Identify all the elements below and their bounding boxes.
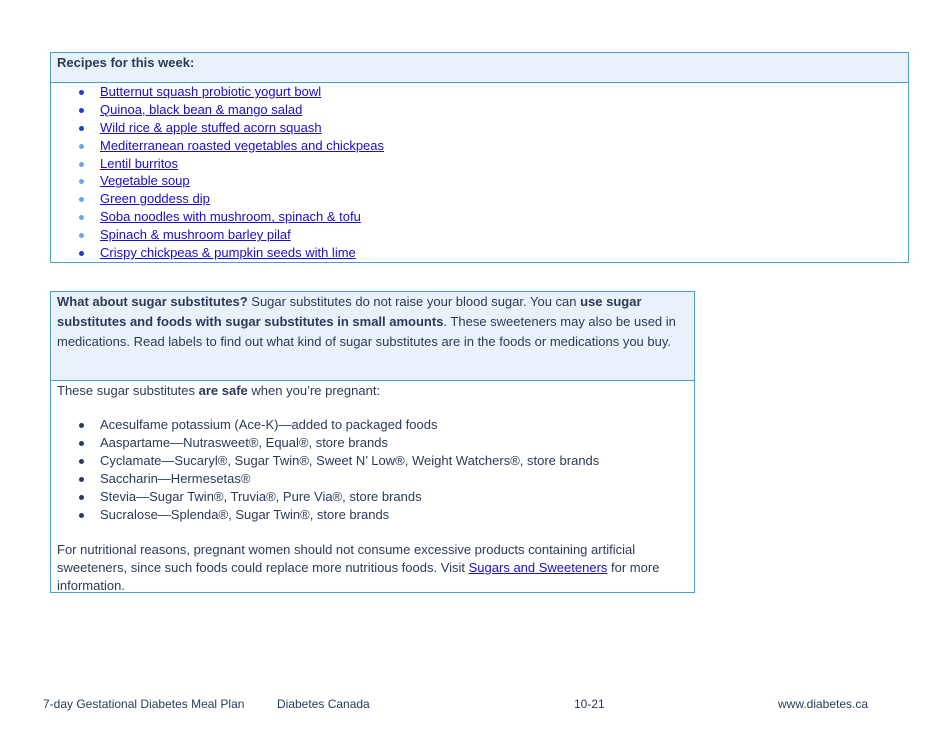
list-item xyxy=(79,101,384,119)
bullet-icon xyxy=(79,423,84,428)
recipes-heading: Recipes for this week: xyxy=(51,53,908,83)
recipe-link[interactable]: Butternut squash probiotic yogurt bowl xyxy=(100,84,322,99)
footer-doc-title: 7-day Gestational Diabetes Meal Plan xyxy=(43,697,245,711)
list-item xyxy=(79,506,688,524)
bullet-icon xyxy=(79,215,84,220)
bullet-icon xyxy=(79,179,84,184)
bullet-icon xyxy=(79,162,84,167)
sugar-substitutes-table xyxy=(50,291,695,593)
list-item xyxy=(79,83,384,101)
list-item xyxy=(79,119,384,137)
bullet-icon xyxy=(79,233,84,238)
list-item xyxy=(79,244,384,262)
bullet-icon xyxy=(79,441,84,446)
recipe-list xyxy=(79,83,384,262)
bullet-icon xyxy=(79,459,84,464)
bullet-icon xyxy=(79,197,84,202)
closing-text: For nutritional reasons, pregnant women should not consume excessive products containing artificial sweeteners, since such foods could replace more nutritious foods. Visit xyxy=(57,542,636,575)
closing-end: for more information. xyxy=(57,560,660,593)
safe-emphasis: are safe xyxy=(198,383,248,398)
list-item xyxy=(79,452,688,470)
bullet-icon xyxy=(79,251,84,256)
recipe-link[interactable]: Vegetable soup xyxy=(100,173,190,189)
bullet-icon xyxy=(79,513,84,518)
list-item xyxy=(79,416,688,434)
substitute-text: Stevia—Sugar Twin®, Truvia®, Pure Via®, store brands xyxy=(100,489,422,504)
recipe-link[interactable]: Spinach & mushroom barley pilaf xyxy=(100,227,291,243)
recipe-link[interactable]: Wild rice & apple stuffed acorn squash xyxy=(100,119,322,135)
list-item xyxy=(79,172,384,190)
bullet-icon xyxy=(79,495,84,500)
sugar-text-1: Sugar substitutes do not raise your blood sugar. You can xyxy=(247,294,581,309)
recipe-link[interactable]: Green goddess dip xyxy=(100,191,210,207)
footer-org: Diabetes Canada xyxy=(277,697,370,711)
sugar-substitutes-body xyxy=(51,382,694,595)
list-item xyxy=(79,137,384,155)
sugars-sweeteners-link[interactable]: Sugars and Sweeteners xyxy=(468,560,608,575)
footer-date: 10-21 xyxy=(574,697,605,711)
recipe-link[interactable]: Mediterranean roasted vegetables and chickpeas xyxy=(100,137,385,153)
bullet-icon xyxy=(79,108,84,113)
substitute-list xyxy=(57,416,688,524)
substitute-text: Acesulfame potassium (Ace-K)—added to packaged foods xyxy=(100,417,438,432)
list-item xyxy=(79,190,384,208)
sugar-substitutes-heading xyxy=(51,292,694,381)
list-item xyxy=(79,208,384,226)
list-item xyxy=(79,488,688,506)
bullet-icon xyxy=(79,126,84,131)
sugar-text-2: . These sweeteners may also be used in medications. Read labels to find out what kind of sugar substitutes are in the foods or medications you buy. xyxy=(57,313,676,349)
safe-intro-end: when you’re pregnant: xyxy=(247,383,381,398)
sugar-emphasis: use sugar substitutes and foods with sugar substitutes in small amounts xyxy=(57,294,642,329)
substitute-text: Saccharin—Hermesetas® xyxy=(100,471,251,486)
bullet-icon xyxy=(79,477,84,482)
recipe-link[interactable]: Lentil burritos xyxy=(100,155,179,171)
substitute-text: Aaspartame—Nutrasweet®, Equal®, store brands xyxy=(100,435,388,450)
list-item xyxy=(79,226,384,244)
sugar-question: What about sugar substitutes? xyxy=(57,294,248,309)
recipe-link[interactable]: Crispy chickpeas & pumpkin seeds with lime xyxy=(100,245,356,261)
list-item xyxy=(79,434,688,452)
bullet-icon xyxy=(79,144,84,149)
list-item xyxy=(79,470,688,488)
recipe-link[interactable]: Soba noodles with mushroom, spinach & tofu xyxy=(100,209,361,225)
footer-url: www.diabetes.ca xyxy=(778,697,869,711)
recipe-link[interactable]: Quinoa, black bean & mango salad xyxy=(100,101,303,117)
safe-intro xyxy=(57,382,688,400)
closing-paragraph xyxy=(57,541,688,595)
bullet-icon xyxy=(79,90,84,95)
recipes-table xyxy=(50,52,909,263)
safe-intro-text: These sugar substitutes xyxy=(57,383,199,398)
substitute-text: Cyclamate—Sucaryl®, Sugar Twin®, Sweet N’ Low®, Weight Watchers®, store brands xyxy=(100,453,600,468)
list-item xyxy=(79,155,384,173)
substitute-text: Sucralose—Splenda®, Sugar Twin®, store brands xyxy=(100,507,390,522)
